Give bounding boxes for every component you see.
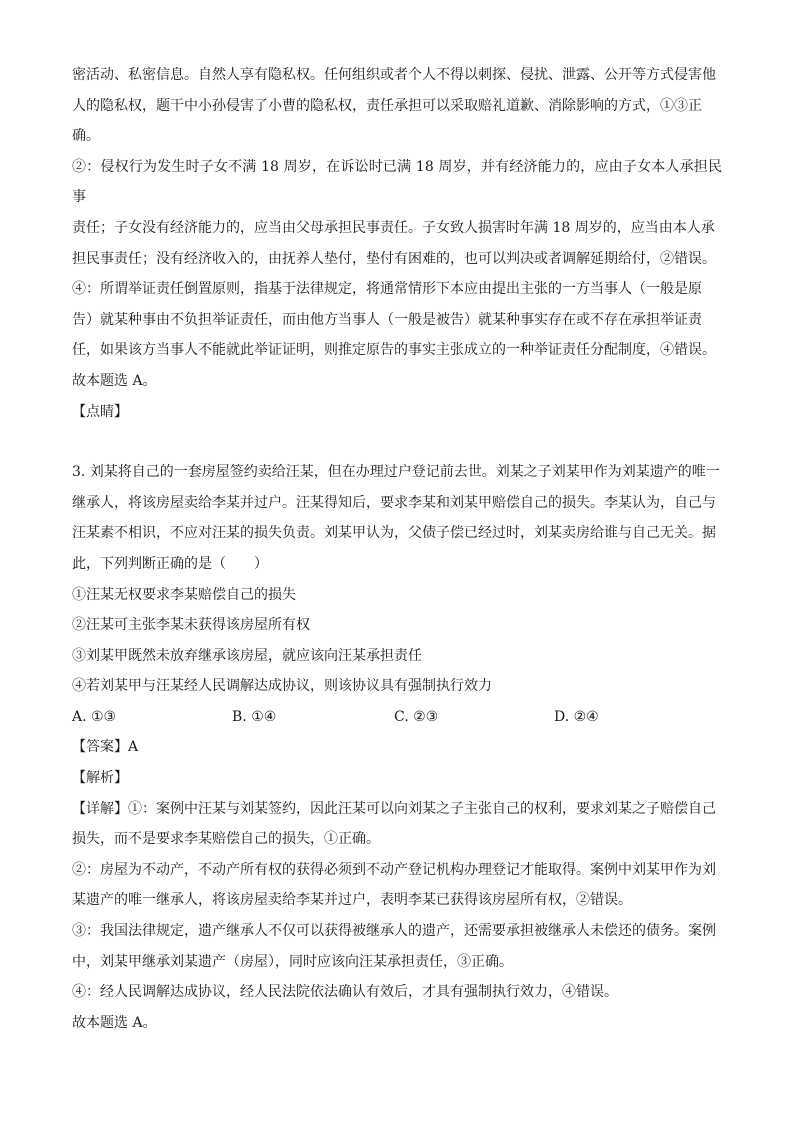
section-gap — [72, 427, 722, 457]
prev-analysis-line: 故本题选 A。 — [72, 372, 157, 389]
prev-analysis-line: ④：所谓举证责任倒置原则，指基于法律规定，将通常情形下本应由提出主张的一方当事人（一般是原 — [72, 281, 702, 298]
detail-line: 损失，而不是要求李某赔偿自己的损失，①正确。 — [72, 831, 380, 848]
detail-line: 【详解】①：案例中汪某与刘某签约，因此汪某可以向刘某之子主张自己的权利，要求刘某之子赔偿自己 — [72, 800, 716, 817]
option-a: A. ①③ — [72, 709, 117, 726]
detail-line: 中，刘某甲继承刘某遗产（房屋），同时应该向汪某承担责任，③正确。 — [72, 953, 513, 970]
prev-analysis-line: 确。 — [72, 128, 100, 145]
option-b: B. ①④ — [232, 709, 277, 726]
prev-analysis-line: 密活动、私密信息。自然人享有隐私权。任何组织或者个人不得以刺探、侵扰、泄露、公开等方式侵害他 — [72, 67, 716, 83]
prev-analysis-line: 人的隐私权，题干中小孙侵害了小曹的隐私权，责任承担可以采取赔礼道歉、消除影响的方式，①③正 — [72, 97, 702, 114]
option-d: D. ②④ — [554, 709, 599, 726]
statement-3: ③刘某甲既然未放弃继承该房屋，就应该向汪某承担责任 — [72, 647, 422, 664]
detail-line: 某遗产的唯一继承人，将该房屋卖给李某并过户，表明李某已获得该房屋所有权，②错误。 — [72, 892, 632, 909]
statement-2: ②汪某可主张李某未获得该房屋所有权 — [72, 617, 310, 634]
prev-analysis-line: ②：侵权行为发生时子女不满 18 周岁，在诉讼时已满 18 周岁，并有经济能力的，应由子女本人承担民事 — [72, 158, 722, 206]
prev-analysis-line: 告）就某种事由不负担举证责任，而由他方当事人（一般是被告）就某种事实存在或不存在承担举证责 — [72, 311, 702, 328]
question-stem-line: 3. 刘某将自己的一套房屋签约卖给汪某，但在办理过户登记前去世。刘某之子刘某甲作为刘某遗产的唯一 — [72, 464, 720, 481]
question-stem-line: 汪某素不相识，不应对汪某的损失负责。刘某甲认为，父债子偿已经过时，刘某卖房给谁与自己无关。据 — [72, 525, 716, 542]
answer-label: 【答案】A — [72, 739, 139, 756]
option-c: C. ②③ — [394, 709, 439, 726]
detail-line: ④：经人民调解达成协议，经人民法院依法确认有效后，才具有强制执行效力，④错误。 — [72, 984, 618, 1001]
statement-4: ④若刘某甲与汪某经人民调解达成协议，则该协议具有强制执行效力 — [72, 678, 492, 695]
prev-analysis-line: 责任；子女没有经济能力的，应当由父母承担民事责任。子女致人损害时年满 18 周岁的，应当由本人承 — [72, 219, 715, 236]
statement-1: ①汪某无权要求李某赔偿自己的损失 — [72, 586, 296, 603]
analysis-label: 【解析】 — [72, 770, 128, 787]
detail-line: 故本题选 A。 — [72, 1014, 157, 1031]
question-stem-line: 继承人，将该房屋卖给李某并过户。汪某得知后，要求李某和刘某甲赔偿自己的损失。李某认为，自己与 — [72, 494, 716, 511]
prev-analysis-line: 任，如果该方当事人不能就此举证证明，则推定原告的事实主张成立的一种举证责任分配制度，④错误。 — [72, 342, 716, 359]
page-content — [72, 60, 722, 1038]
detail-line: ③：我国法律规定，遗产继承人不仅可以获得被继承人的遗产，还需要承担被继承人未偿还的债务。案例 — [72, 923, 716, 940]
dianjing-label: 【点睛】 — [72, 403, 128, 420]
answer-options — [72, 702, 722, 733]
question-stem-line: 此，下列判断正确的是（ ） — [72, 555, 268, 572]
prev-analysis-line: 担民事责任；没有经济收入的，由抚养人垫付，垫付有困难的，也可以判决或者调解延期给付，②错误。 — [72, 250, 716, 267]
detail-line: ②：房屋为不动产，不动产所有权的获得必须到不动产登记机构办理登记才能取得。案例中刘某甲作为刘 — [72, 861, 716, 878]
